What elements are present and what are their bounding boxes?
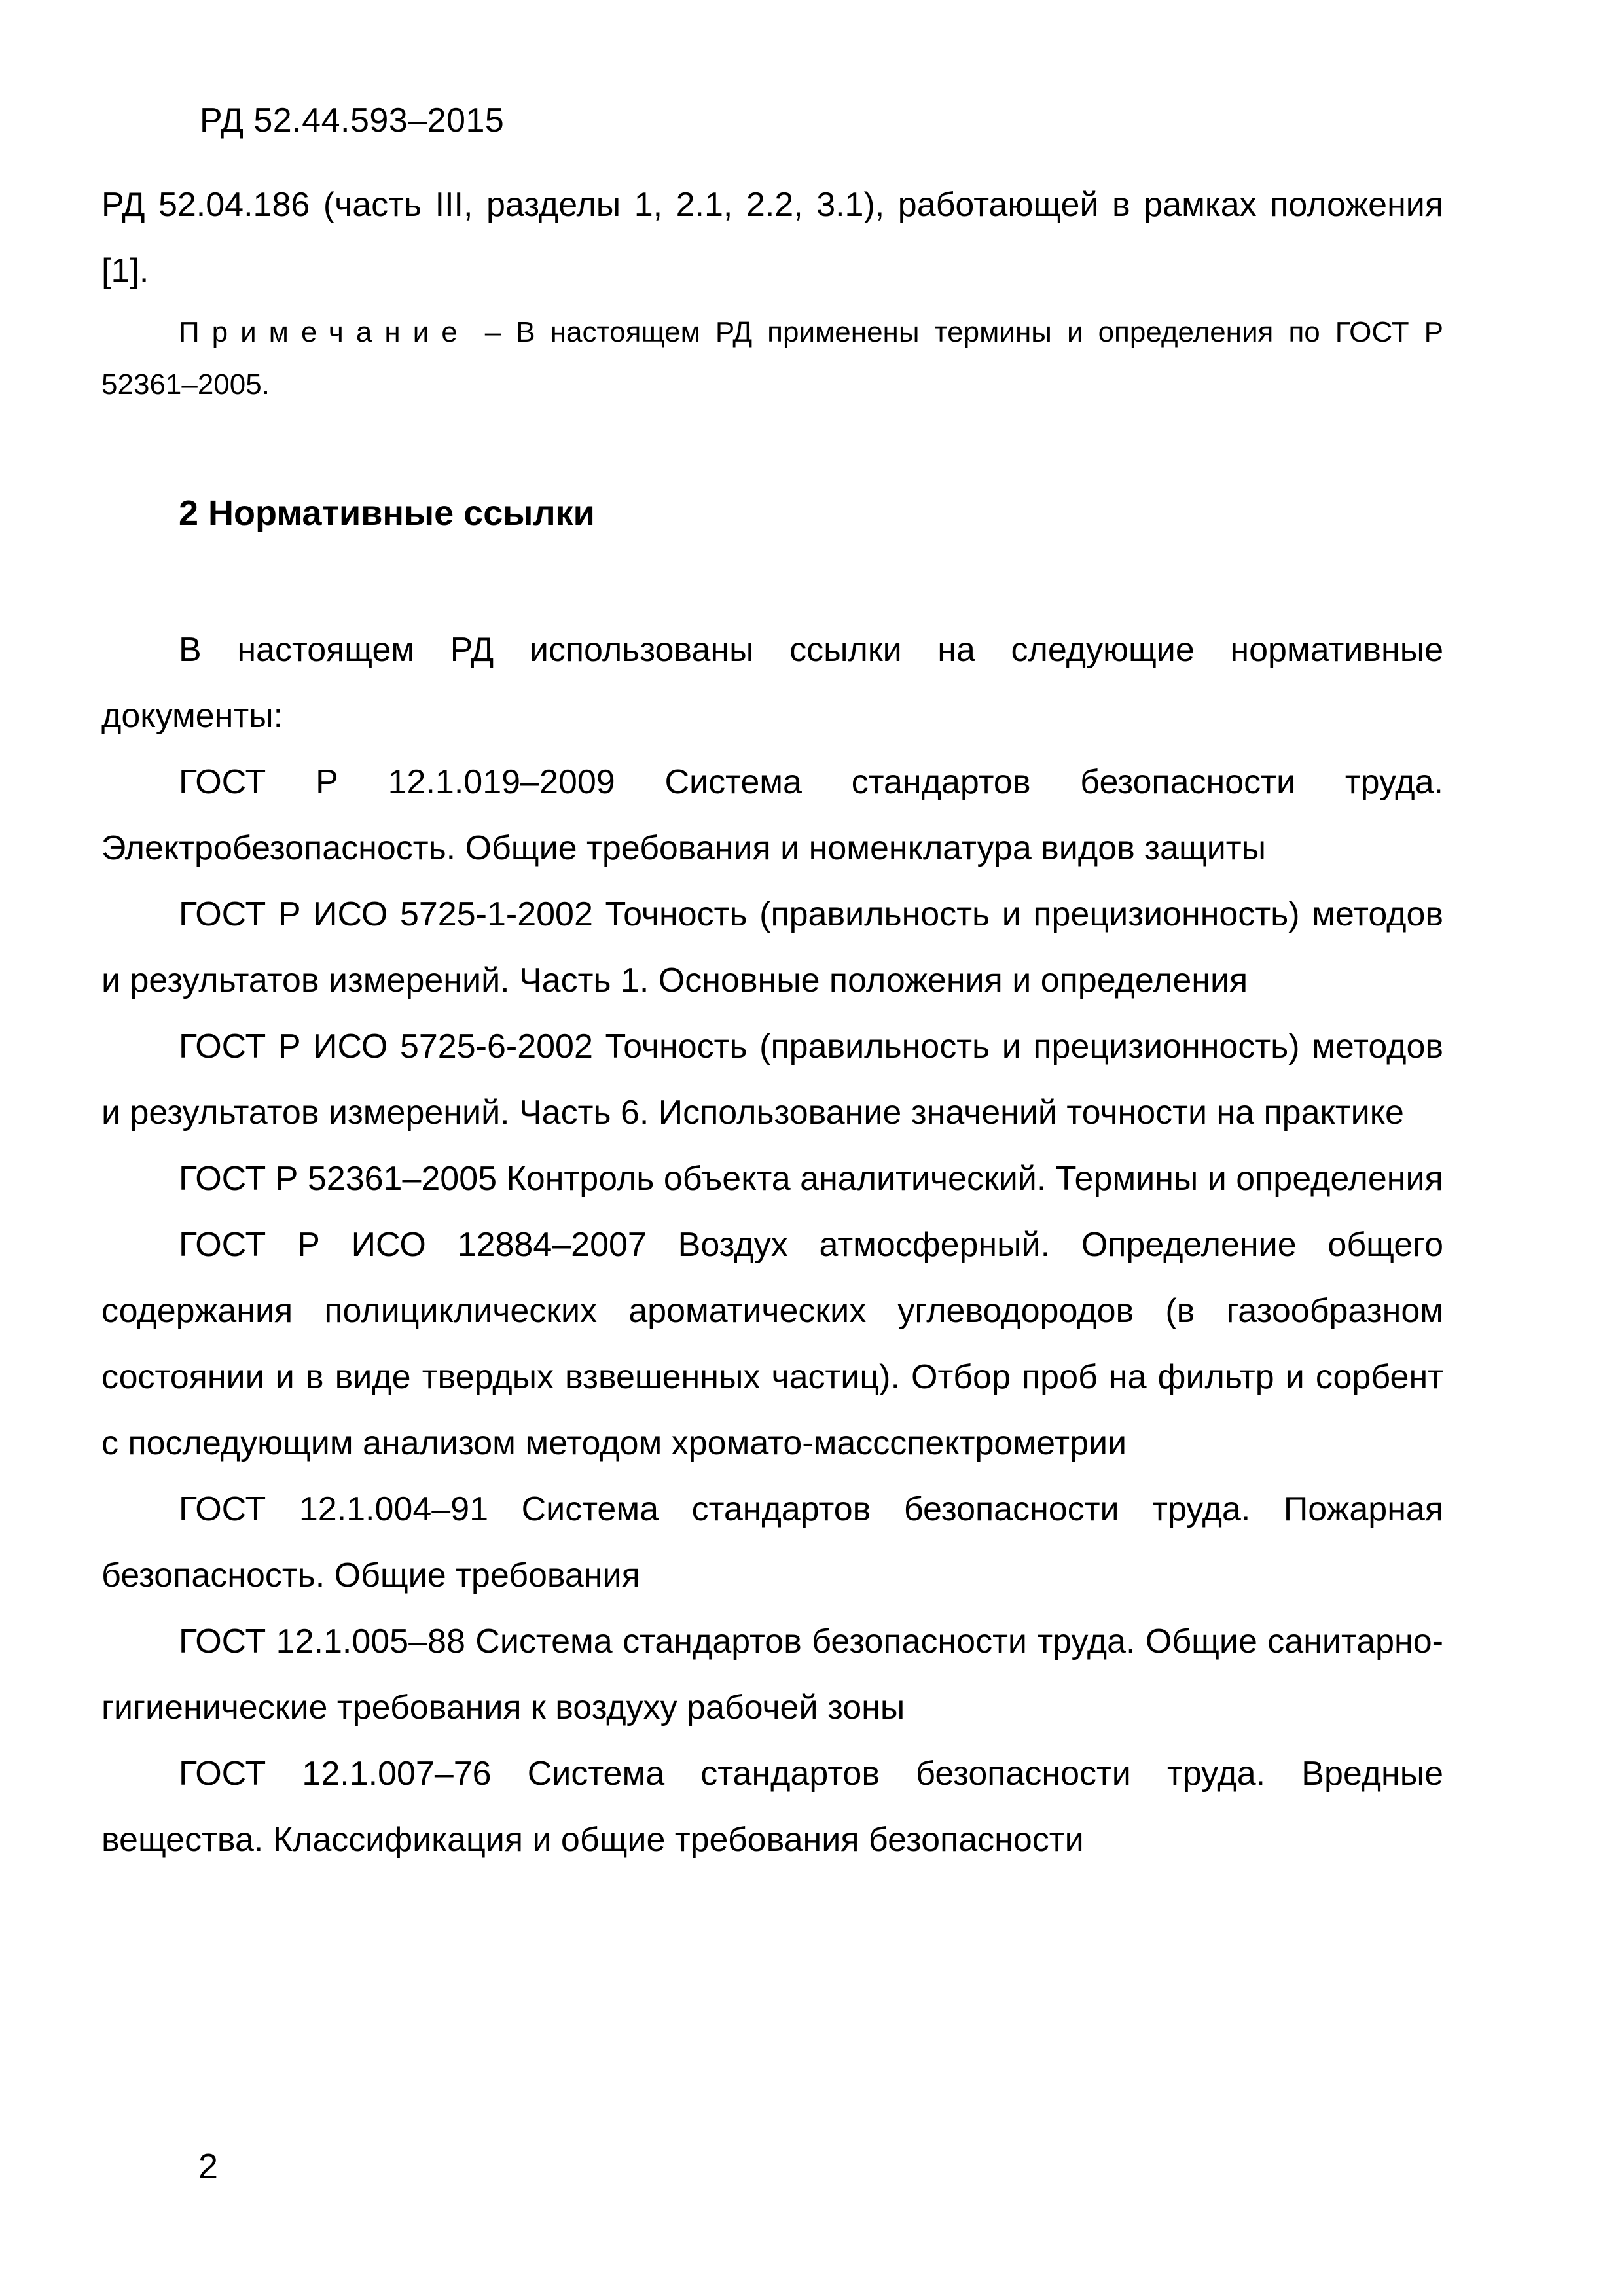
reference-item: ГОСТ Р 12.1.019–2009 Система стандартов безопасности труда. Электробезопасность. Общие требования и номенклатура видов защиты: [101, 763, 1443, 867]
section-heading: 2 Нормативные ссылки: [179, 493, 595, 533]
section-lead-paragraph: В настоящем РД использованы ссылки на следующие нормативные документы:: [101, 631, 1443, 735]
note-block: [101, 306, 1443, 411]
note-paragraph: [101, 306, 1443, 411]
note-label: Примечание: [179, 316, 470, 348]
reference-item: ГОСТ 12.1.007–76 Система стандартов безопасности труда. Вредные вещества. Классификация и общие требования безопасности: [101, 1755, 1443, 1859]
note-text: – В настоящем РД применены термины и определения по ГОСТ Р 52361–2005.: [101, 316, 1443, 401]
intro-block: [101, 172, 1443, 304]
section-body: [101, 617, 1443, 1873]
reference-item: ГОСТ Р ИСО 5725-1-2002 Точность (правильность и прецизионность) методов и результатов измерений. Часть 1. Основные положения и определения: [101, 895, 1443, 999]
document-code-header: РД 52.44.593–2015: [200, 101, 505, 139]
reference-item: ГОСТ Р ИСО 5725-6-2002 Точность (правильность и прецизионность) методов и результатов измерений. Часть 6. Использование значений точности на практике: [101, 1028, 1443, 1132]
reference-item: ГОСТ Р ИСО 12884–2007 Воздух атмосферный. Определение общего содержания полициклических ароматических углеводородов (в газообразном состоянии и в виде твердых взвешенных частиц). Отбор проб на фильтр и сорбент с последующим анализом методом хромато-массспектрометрии: [101, 1226, 1443, 1462]
reference-item: ГОСТ Р 52361–2005 Контроль объекта аналитический. Термины и определения: [179, 1160, 1443, 1198]
reference-item: ГОСТ 12.1.005–88 Система стандартов безопасности труда. Общие санитарно-гигиенические требования к воздуху рабочей зоны: [101, 1623, 1443, 1727]
page-number: 2: [198, 2147, 219, 2186]
reference-item: ГОСТ 12.1.004–91 Система стандартов безопасности труда. Пожарная безопасность. Общие требования: [101, 1490, 1443, 1594]
intro-continuation-paragraph: РД 52.04.186 (часть III, разделы 1, 2.1, 2.2, 3.1), работающей в рамках положения [1].: [101, 186, 1443, 290]
